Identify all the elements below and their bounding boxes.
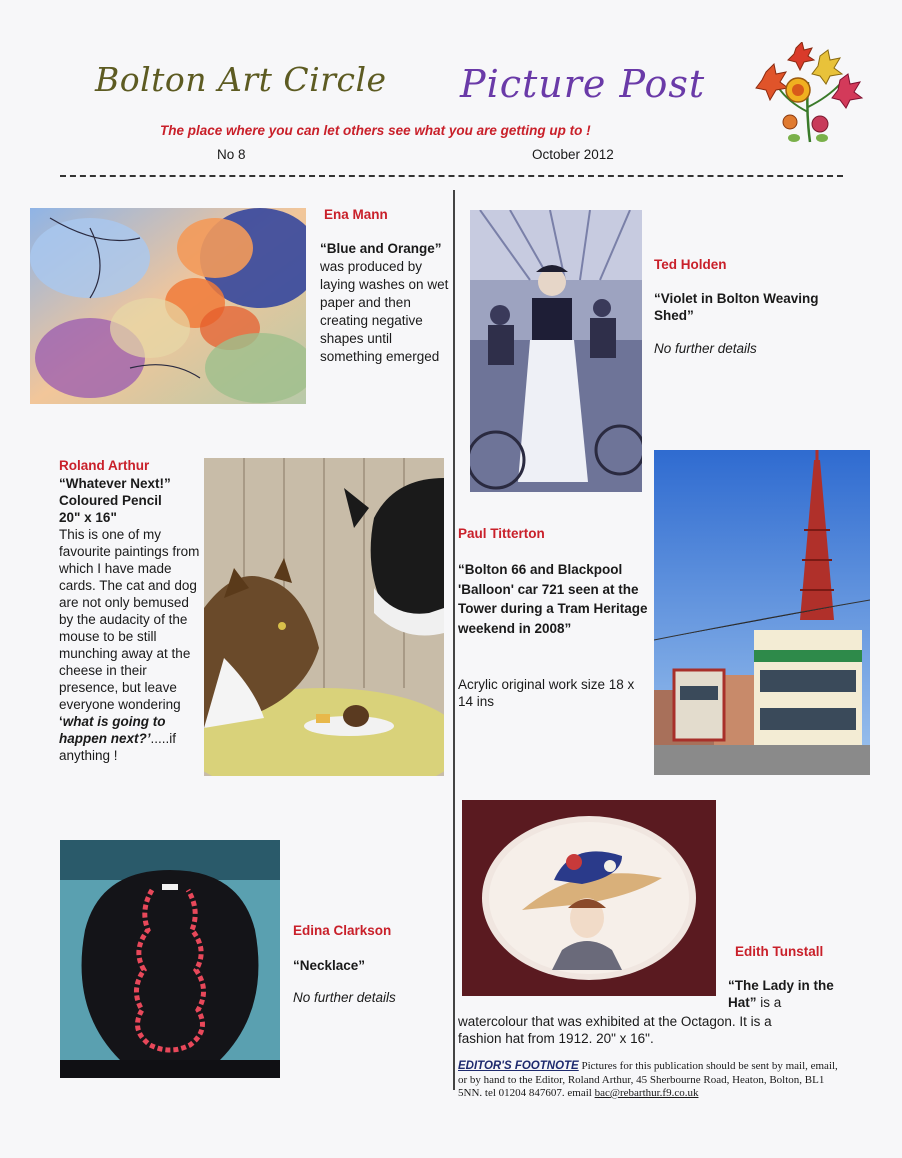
footnote-text: Pictures for this publication should be sent by mail, email, or by hand to the Editor, Roland Arthur, 45 Sherbourne Road, Heaton, Bolton, BL1 5NN. tel 01204 847607. email: [458, 1060, 838, 1099]
details-ted-holden: No further details: [654, 341, 757, 356]
entry-roland-arthur: [59, 475, 204, 764]
column-divider: [453, 190, 455, 1090]
artwork-quote: what is going to happen next?’: [59, 714, 166, 746]
painting-violet-in-weaving-shed: [470, 210, 642, 492]
artwork-description-edith-tunstall: watercolour that was exhibited at the Octagon. It is a fashion hat from 1912. 20" x 16".: [458, 1014, 772, 1046]
artist-name-edina-clarkson: Edina Clarkson: [293, 923, 392, 938]
artist-name-roland-arthur: Roland Arthur: [59, 458, 150, 473]
artist-name-edith-tunstall: Edith Tunstall: [735, 944, 824, 959]
issue-date: October 2012: [532, 147, 614, 162]
description-lead-edith-tunstall: is a: [756, 995, 782, 1010]
header-divider: [60, 175, 843, 177]
artwork-title-whatever-next: “Whatever Next!”: [59, 476, 171, 491]
artwork-title-lady-in-the-hat: “The Lady in the Hat”: [728, 978, 834, 1010]
artist-name-ena-mann: Ena Mann: [324, 207, 388, 222]
entry-edith-tunstall-lead: [728, 977, 848, 1011]
footnote-heading: EDITOR'S FOOTNOTE: [458, 1060, 579, 1072]
artwork-description-ena-mann: was produced by laying washes on wet paper and then creating negative shapes until something emerged: [320, 259, 449, 364]
artist-name-ted-holden: Ted Holden: [654, 257, 727, 272]
entry-ena-mann: [320, 240, 450, 366]
photo-necklace: [60, 840, 280, 1078]
editor-email-link[interactable]: bac@rebarthur.f9.co.uk: [594, 1087, 699, 1099]
artwork-description-paul-titterton: Acrylic original work size 18 x 14 ins: [458, 677, 635, 709]
painting-whatever-next: [204, 458, 444, 776]
artwork-title-bolton-66: “Bolton 66 and Blackpool 'Balloon' car 721 seen at the Tower during a Tram Heritage weekend in 2008”: [458, 562, 648, 636]
painting-blue-and-orange: [30, 208, 306, 404]
artwork-description-roland-arthur: This is one of my favourite paintings from which I have made cards. The cat and dog are not only bemused by the audacity of the mouse to be still munching away at the cheese in their presence, but leave everyone wondering: [59, 527, 200, 712]
quote-open: ‘: [59, 714, 63, 729]
tagline: The place where you can let others see what you are getting up to !: [160, 123, 591, 138]
editors-footnote: [458, 1060, 843, 1101]
masthead-title-right: Picture Post: [460, 62, 706, 106]
quote-tail: .....if anything !: [59, 731, 177, 763]
artwork-title-necklace: “Necklace”: [293, 958, 366, 973]
artwork-title-blue-and-orange: “Blue and Orange”: [320, 241, 442, 256]
flower-logo: [748, 42, 866, 150]
painting-blackpool-tower-trams: [654, 450, 870, 775]
artist-name-paul-titterton: Paul Titterton: [458, 526, 545, 541]
painting-lady-in-the-hat: [462, 800, 716, 996]
artwork-title-violet-in-weaving-shed: “Violet in Bolton Weaving Shed”: [654, 291, 819, 323]
artwork-medium: Coloured Pencil: [59, 493, 162, 508]
masthead-title-left: Bolton Art Circle: [95, 60, 387, 99]
issue-number: No 8: [217, 147, 246, 162]
artwork-size: 20" x 16": [59, 510, 117, 525]
details-edina-clarkson: No further details: [293, 990, 396, 1005]
